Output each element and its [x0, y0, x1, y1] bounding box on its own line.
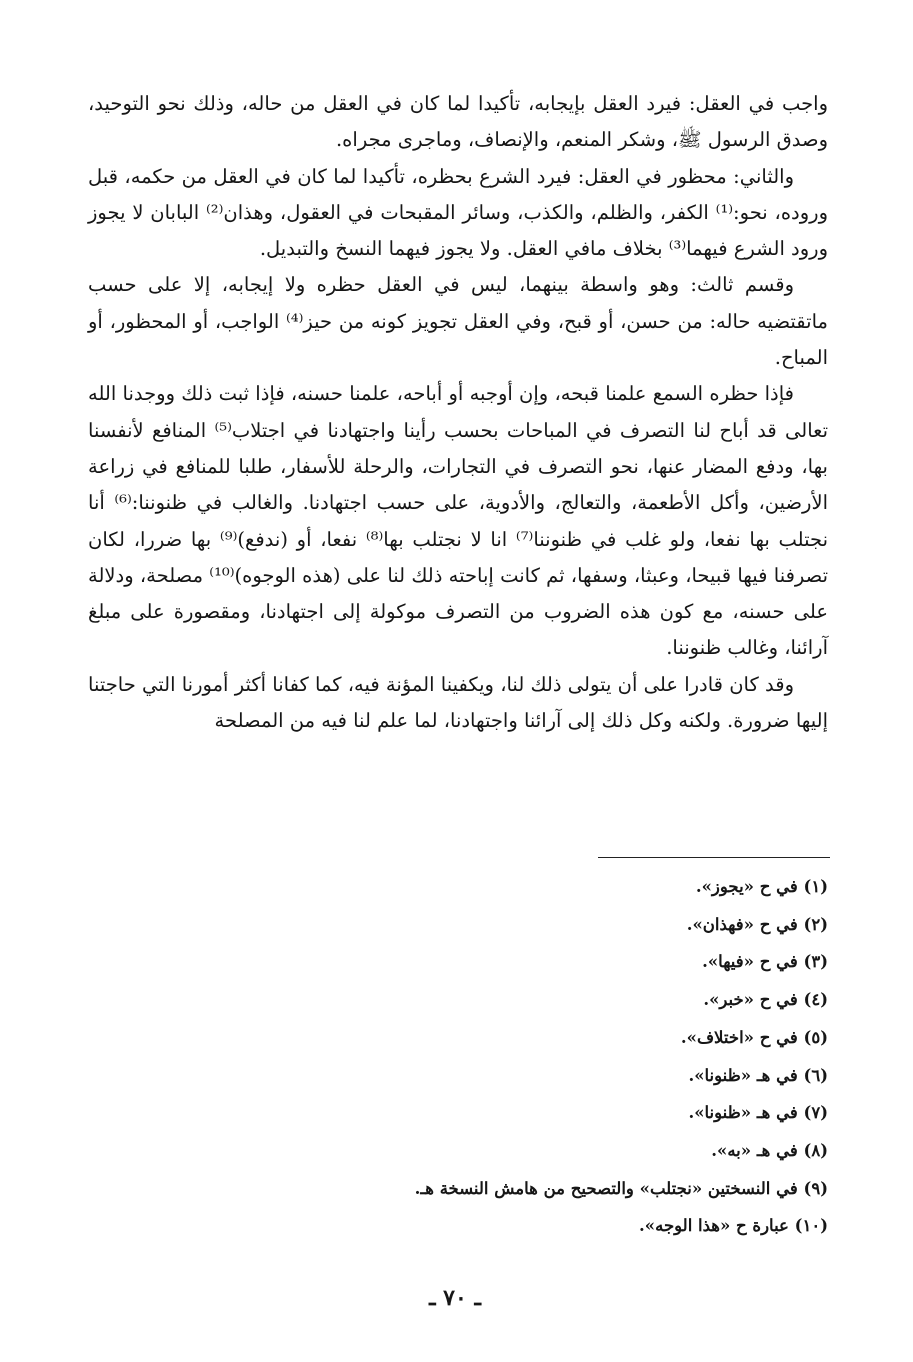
footnote-divider — [598, 857, 830, 858]
paragraph: والثاني: محظور في العقل: فيرد الشرع بحظره، تأكيدا لما كان في العقل من حكمه، قبل وروده، نحو:⁽¹⁾ الكفر، والظلم، والكذب، وسائر المقبحات في العقول، وهذان⁽²⁾ البابان لا يجوز ورود الشرع فيهما⁽³⁾ بخلاف مافي العقل. ولا يجوز فيهما النسخ والتبديل. — [88, 164, 828, 261]
footnote: (٧) في هـ «ظنونا». — [688, 1103, 828, 1123]
footnote: (١) في ح «يجوز». — [695, 877, 828, 896]
footnote: (٦) في هـ «ظنونا». — [688, 1065, 828, 1085]
footnote: (٣) في ح «فيها». — [702, 952, 828, 972]
page-number: ـ ٧٠ ـ — [429, 1285, 481, 1311]
footnote: (١٠) عبارة ح «هذا الوجه». — [639, 1216, 828, 1236]
paragraph: وقسم ثالث: وهو واسطة بينهما، ليس في العقل حظره ولا إيجابه، إلا على حسب ماتقتضيه حاله: من حسن، أو قبح، وفي العقل تجويز كونه من حيز⁽⁴⁾ الواجب، أو المحظور، أو المباح. — [88, 273, 828, 370]
paragraph: وقد كان قادرا على أن يتولى ذلك لنا، ويكفينا المؤنة فيه، كما كفانا أكثر أمورنا التي حاجتنا إليها ضرورة. ولكنه وكل ذلك إلى آرائنا واجتهادنا، لما علم لنا فيه من المصلحة — [88, 672, 828, 733]
footnote: (٢) في ح «فهذان». — [686, 914, 828, 934]
footnote: (٤) في ح «خبر». — [703, 990, 828, 1010]
footnote: (٥) في ح «اختلاف». — [680, 1027, 828, 1047]
paragraph: واجب في العقل: فيرد العقل بإيجابه، تأكيدا لما كان في العقل من حاله، وذلك نحو التوحيد، وصدق الرسول ﷺ، وشكر المنعم، والإنصاف، وماجرى مجراه. — [88, 92, 828, 152]
body-text — [88, 86, 828, 739]
footnote: (٨) في هـ «به». — [711, 1140, 828, 1160]
footnotes — [300, 868, 828, 1245]
paragraph: فإذا حظره السمع علمنا قبحه، وإن أوجبه أو أباحه، علمنا حسنه، فإذا ثبت ذلك ووجدنا الله تعالى قد أباح لنا التصرف في المباحات بحسب رأينا واجتهادنا في اجتلاب⁽⁵⁾ المنافع لأنفسنا بها، ودفع المضار عنها، نحو التصرف في التجارات، والرحلة للأسفار، طلبا للمنافع في زراعة الأرضين، وأكل الأطعمة، والتعالج، والأدوية، على حسب اجتهادنا. والغالب في ظنوننا:⁽⁶⁾ أنا نجتلب بها نفعا، ولو غلب في ظنوننا⁽⁷⁾ انا لا نجتلب بها⁽⁸⁾ نفعا، أو (ندفع)⁽⁹⁾ بها ضررا، لكان تصرفنا فيها قبيحا، وعبثا، وسفها، ثم كانت إباحته ذلك لنا على (هذه الوجوه)⁽¹⁰⁾ مصلحة، ودلالة على حسنه، مع كون هذه الضروب من التصرف موكولة إلى اجتهادنا، ومقصورة على مبلغ آرائنا، وغالب ظنوننا. — [88, 382, 828, 660]
footnote: (٩) في النسختين «نجتلب» والتصحيح من هامش النسخة هـ. — [414, 1178, 828, 1198]
